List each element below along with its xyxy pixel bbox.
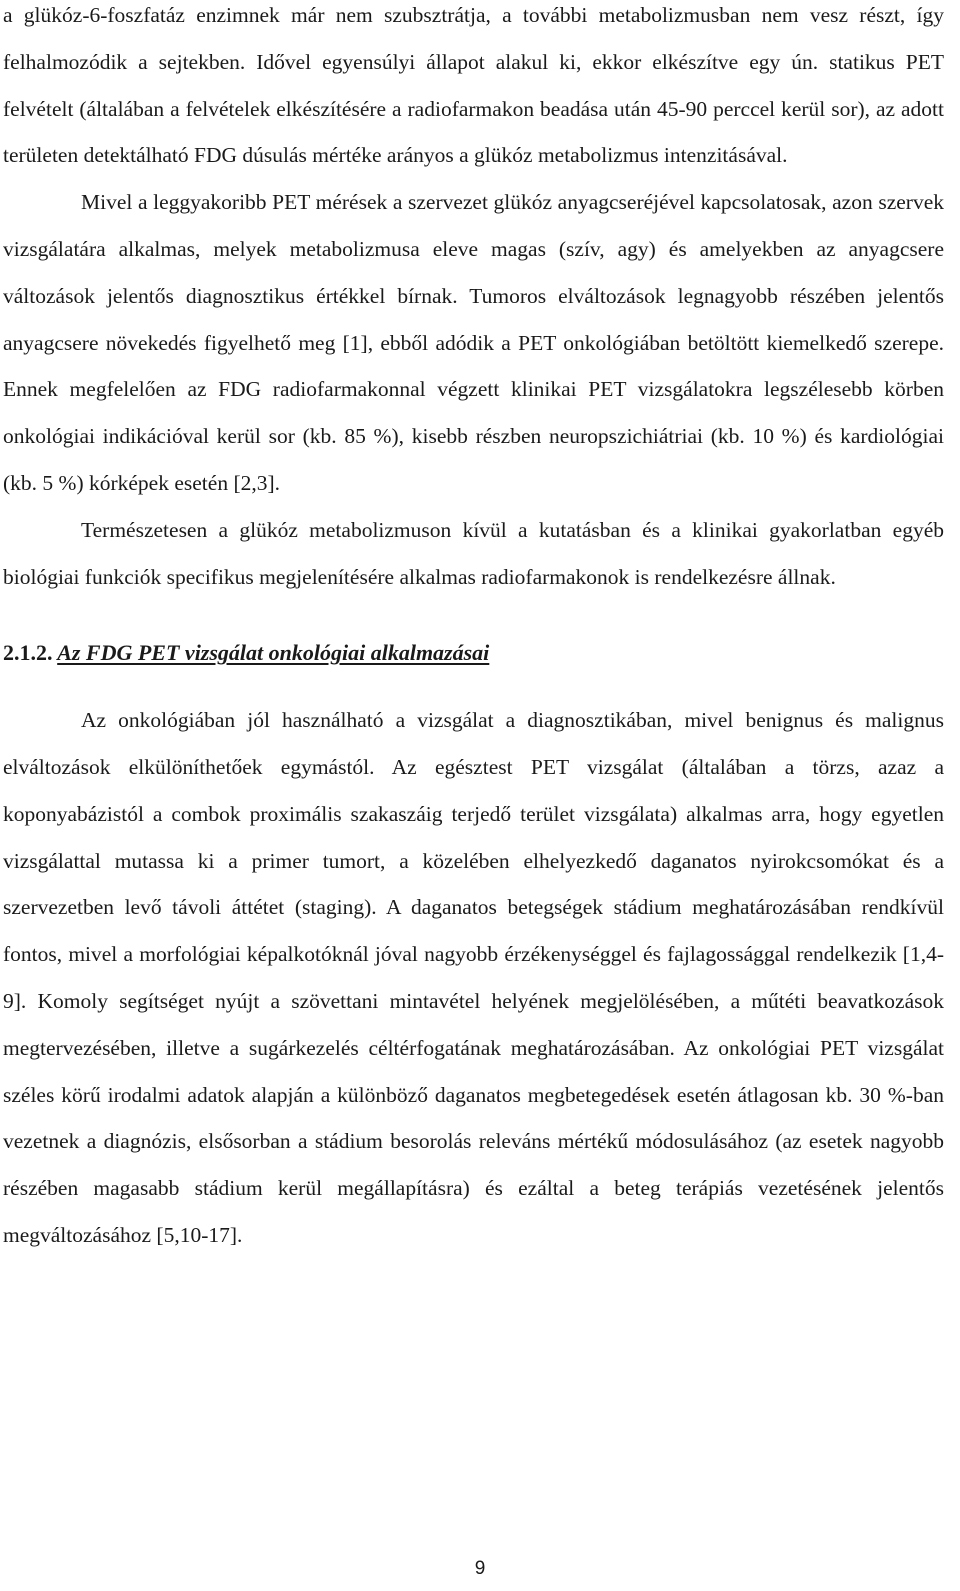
page-number: 9 — [474, 1558, 486, 1579]
section-number: 2.1.2. — [3, 640, 53, 666]
section-title: Az FDG PET vizsgálat onkológiai alkalmazásai — [57, 640, 490, 666]
paragraph-fdg-accumulation: a glükóz-6-foszfatáz enzimnek már nem szubsztrátja, a további metabolizmusban nem vesz részt, így felhalmozódik a sejtekben. Idővel egyensúlyi állapot alakul ki, ekkor elkészítve egy ún. statikus PET felvételt (általában a felvételek elkészítésére a radiofarmakon beadása után 45-90 perccel kerül sor), az adott területen detektálható FDG dúsulás mértéke arányos a glükóz metabolizmus intenzitásával. — [3, 3, 944, 168]
section-heading — [3, 630, 944, 677]
paragraph-other-radiopharmaceuticals: Természetesen a glükóz metabolizmuson kívül a kutatásban és a klinikai gyakorlatban egyéb biológiai funkciók specifikus megjelenítésére alkalmas radiofarmakonok is rendelkezésre állnak. — [3, 517, 944, 589]
paragraph-pet-measurements: Mivel a leggyakoribb PET mérések a szervezet glükóz anyagcseréjével kapcsolatosak, azon szervek vizsgálatára alkalmas, melyek metabolizmusa eleve magas (szív, agy) és amelyekben az anyagcsere változások jelentős diagnosztikus értékkel bírnak. Tumoros elváltozások legnagyobb részében jelentős anyagcsere növekedés figyelhető meg [1], ebből adódik a PET onkológiában betöltött kiemelkedő szerepe. Ennek megfelelően az FDG radiofarmakonnal végzett klinikai PET vizsgálatokra legszélesebb körben onkológiai indikációval kerül sor (kb. 85 %), kisebb részben neuropszichiátriai (kb. 10 %) és kardiológiai (kb. 5 %) kórképek esetén [2,3]. — [3, 190, 944, 495]
paragraph-oncology-applications: Az onkológiában jól használható a vizsgálat a diagnosztikában, mivel benignus és malignus elváltozások elkülöníthetőek egymástól. Az egésztest PET vizsgálat (általában a törzs, azaz a koponyabázistól a combok proximális szakaszáig terjedő terület vizsgálata) alkalmas arra, hogy egyetlen vizsgálattal mutassa ki a primer tumort, a közelében elhelyezkedő daganatos nyirokcsomókat és a szervezetben levő távoli áttétet (staging). A daganatos betegségek stádium meghatározásában rendkívül fontos, mivel a morfológiai képalkotóknál jóval nagyobb érzékenységgel és fajlagossággal rendelkezik [1,4-9]. Komoly segítséget nyújt a szövettani mintavétel helyének megjelölésében, a műtéti beavatkozások megtervezésében, illetve a sugárkezelés céltérfogatának meghatározásában. Az onkológiai PET vizsgálat széles körű irodalmi adatok alapján a különböző daganatos megbetegedések esetén átlagosan kb. 30 %-ban vezetnek a diagnózis, elsősorban a stádium besorolás releváns mértékű módosulásához (az esetek nagyobb részében magasabb stádium kerül megállapításra) és ezáltal a beteg terápiás vezetésének jelentős megváltozásához [5,10-17]. — [3, 708, 944, 1247]
